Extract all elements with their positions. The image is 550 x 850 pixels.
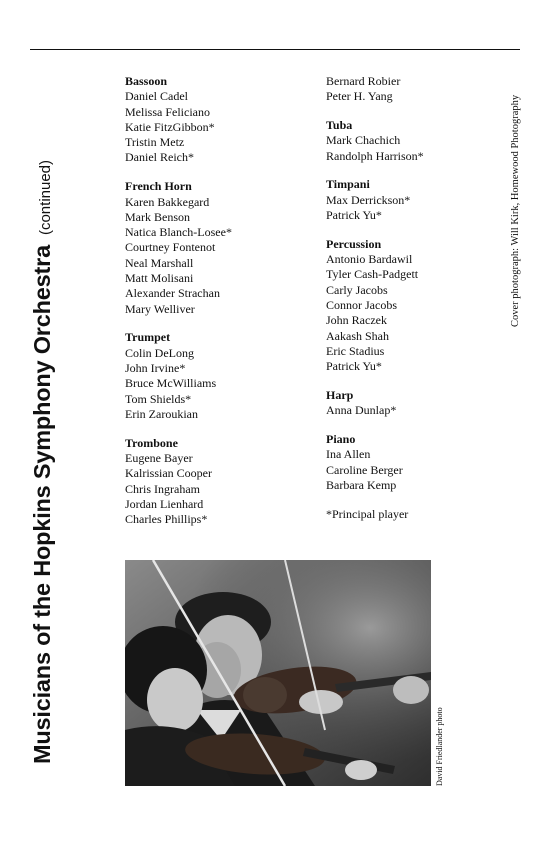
section-trumpet <box>125 330 310 422</box>
member-name: Courtney Fontenot <box>125 240 216 255</box>
section-tuba <box>326 118 511 164</box>
member-name: Carly Jacobs <box>326 282 388 297</box>
member-name: Mary Welliver <box>125 301 195 316</box>
member-name: Tom Shields* <box>125 391 192 406</box>
member-name: Bernard Robier <box>326 74 401 88</box>
member-name: Matt Molisani <box>125 271 194 286</box>
member-name: Connor Jacobs <box>326 298 397 313</box>
member-name: Daniel Reich* <box>125 150 194 165</box>
section-title: Bassoon <box>125 74 168 88</box>
member-name: Mark Chachich <box>326 133 401 148</box>
member-name: Randolph Harrison* <box>326 148 424 163</box>
member-name: Peter H. Yang <box>326 89 393 104</box>
principal-player-footnote: *Principal player <box>326 506 409 521</box>
roster-column-1 <box>125 74 310 541</box>
member-name: Chris Ingraham <box>125 481 200 496</box>
section-title: Tuba <box>326 118 353 133</box>
section-piano <box>326 432 511 493</box>
section-title: French Horn <box>125 179 192 194</box>
page-title-main: Musicians of the Hopkins Symphony Orchestra <box>29 245 55 764</box>
section-title: Trumpet <box>125 330 171 345</box>
section-bassoon <box>125 74 310 166</box>
violinists-photo <box>125 560 431 786</box>
member-name: Patrick Yu* <box>326 208 382 223</box>
member-name: Antonio Bardawil <box>326 252 413 267</box>
page-title-continued: (continued) <box>37 159 54 236</box>
member-name: Eric Stadius <box>326 343 385 358</box>
member-name: Daniel Cadel <box>125 89 188 104</box>
member-name: John Raczek <box>326 313 387 328</box>
member-name: Jordan Lienhard <box>125 496 204 511</box>
section-trombone <box>125 436 310 528</box>
section-title: Piano <box>326 432 356 447</box>
member-name: Katie FitzGibbon* <box>125 119 215 134</box>
section-percussion <box>326 237 511 375</box>
member-name: Bruce McWilliams <box>125 376 217 391</box>
violinists-photo-illustration <box>125 560 431 786</box>
member-name: Tristin Metz <box>125 135 185 150</box>
member-name: Ina Allen <box>326 447 371 462</box>
section-french-horn <box>125 179 310 317</box>
member-name: Neal Marshall <box>125 255 194 270</box>
member-name: Erin Zaroukian <box>125 406 198 421</box>
page-title <box>20 64 64 764</box>
cover-photo-credit: Cover photograph: Will Kirk, Homewood Photography <box>510 94 521 327</box>
member-name: Melissa Feliciano <box>125 104 210 119</box>
member-name: Natica Blanch-Losee* <box>125 225 232 240</box>
section-title: Harp <box>326 388 354 403</box>
top-rule <box>30 49 520 50</box>
member-name: Colin DeLong <box>125 345 194 360</box>
member-name: Charles Phillips* <box>125 512 208 527</box>
photo-credit: David Friedlander photo <box>435 707 444 786</box>
section-title: Timpani <box>326 177 370 192</box>
member-name: Eugene Bayer <box>125 451 193 466</box>
member-name: Caroline Berger <box>326 462 403 477</box>
member-name: Kalrissian Cooper <box>125 466 212 481</box>
section-title: Percussion <box>326 236 382 251</box>
member-name: Aakash Shah <box>326 328 389 343</box>
section-harp <box>326 388 511 419</box>
member-name: Alexander Strachan <box>125 286 220 301</box>
section-title: Trombone <box>125 435 178 450</box>
member-name: Karen Bakkegard <box>125 194 210 209</box>
roster-column-2 <box>326 74 511 522</box>
member-name: Anna Dunlap* <box>326 403 397 418</box>
section-timpani <box>326 177 511 223</box>
section-trombone-continued <box>326 74 511 105</box>
member-name: Tyler Cash-Padgett <box>326 267 419 282</box>
member-name: John Irvine* <box>125 361 186 376</box>
member-name: Barbara Kemp <box>326 478 397 493</box>
member-name: Patrick Yu* <box>326 359 382 374</box>
member-name: Mark Benson <box>125 209 190 224</box>
member-name: Max Derrickson* <box>326 192 411 207</box>
